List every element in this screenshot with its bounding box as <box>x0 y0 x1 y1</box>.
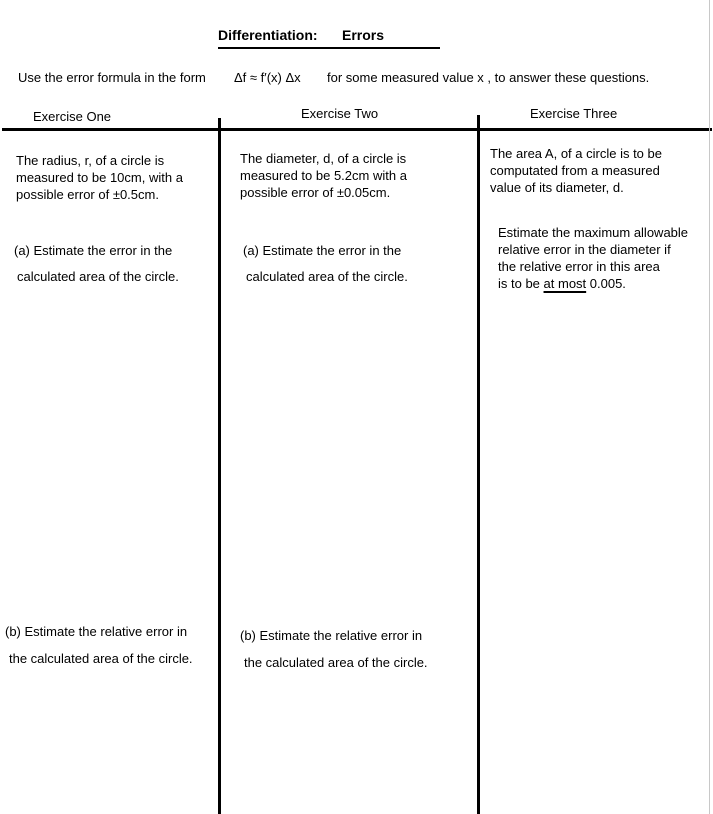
title-errors: Errors <box>342 27 385 43</box>
page-edge <box>709 0 710 814</box>
title-underline <box>218 47 440 49</box>
instruction-text: Use the error formula in the form <box>18 70 206 85</box>
exercise-one-part-a: (a) Estimate the error in the calculated area of the circle. <box>14 243 179 284</box>
exercise-two-heading: Exercise Two <box>301 106 379 121</box>
exercise-one-part-b: (b) Estimate the relative error in the calculated area of the circle. <box>5 624 193 666</box>
column-divider-2 <box>477 115 480 814</box>
exercise-two-problem: The diameter, d, of a circle is measured to be 5.2cm with a possible error of ±0.05cm. <box>240 151 407 200</box>
exercise-three-heading: Exercise Three <box>530 106 618 121</box>
exercise-three-problem: The area A, of a circle is to be computated from a measured value of its diameter, d. <box>490 146 662 195</box>
title-differentiation: Differentiation: <box>218 27 318 43</box>
error-formula: Δf ≈ f′(x) Δx <box>234 70 301 85</box>
column-divider-1 <box>218 118 221 814</box>
exercise-two-part-b: (b) Estimate the relative error in the calculated area of the circle. <box>240 628 428 670</box>
exercise-three-task-last-line: is to be at most 0.005. <box>498 276 626 291</box>
exercise-three-task: Estimate the maximum allowable relative error in the diameter if the relative error in this area is to be at most 0.005. <box>498 225 689 291</box>
exercise-one-heading: Exercise One <box>33 109 112 124</box>
header-rule <box>2 128 712 131</box>
exercise-one-problem: The radius, r, of a circle is measured to be 10cm, with a possible error of ±0.5cm. <box>16 153 183 202</box>
instruction-text-end: for some measured value x , to answer these questions. <box>327 70 650 85</box>
at-most-emphasis: at most <box>543 276 587 291</box>
exercise-two-part-a: (a) Estimate the error in the calculated area of the circle. <box>243 243 408 284</box>
